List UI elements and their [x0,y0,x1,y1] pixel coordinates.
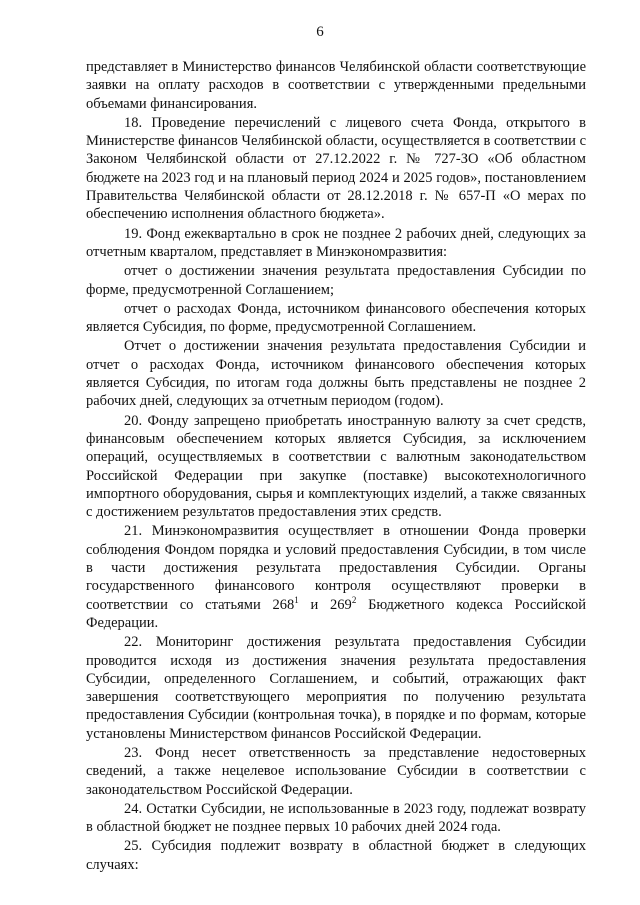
paragraph-19: 19. Фонд ежеквартально в срок не позднее 2 рабочих дней, следующих за отчетным кварталом, представляет в Минэкономразвития: [86,225,586,260]
paragraph-18: 18. Проведение перечислений с лицевого счета Фонда, открытого в Министерстве финансов Челябинской области, осуществляется в соответствии с Законом Челябинской области от 27.12.2022 г. № 727-ЗО «Об областном бюджете на 2023 год и на плановый период 2024 и 2025 годов», постановлением Правительства Челябинской области от 28.12.2018 г. № 657-П «О мерах по обеспечению исполнения областного бюджета». [86,114,586,223]
superscript-1: 1 [294,594,299,605]
page-number: 6 [316,24,324,40]
paragraph-20: 20. Фонду запрещено приобретать иностранную валюту за счет средств, финансовым обеспечением которых является Субсидия, за исключением операций, осуществляемых в соответствии с валютным законодательством Российской Федерации при закупке (поставке) высокотехнологичного импортного оборудования, сырья и комплектующих изделий, а также связанных с достижением результатов предоставления этих средств. [86,412,586,521]
paragraph-19-item-2: отчет о расходах Фонда, источником финансового обеспечения которых является Субсидия, по форме, предусмотренной Соглашением. [86,300,586,336]
paragraph-19-annual-reports: Отчет о достижении значения результата предоставления Субсидии и отчет о расходах Фонда, источником финансового обеспечения которых является Субсидия, по итогам года должны быть представлены не позднее 2 рабочих дней, следующих за отчетным периодом (годом). [86,338,586,410]
paragraph-21-text-a: 21. Минэкономразвития осуществляет в отношении Фонда проверки соблюдения Фондом порядка и условий предоставления Субсидии, в том числе в части достижения результата предоставления Субсидии. Органы государственного финансового контроля осуществляют проверки в соответствии со статьями 268 [86,523,586,613]
paragraph-21-text-b: и 269 [298,596,352,613]
paragraph-21-text-c: Бюджетного кодекса Российской Федерации. [86,596,587,631]
superscript-2: 2 [351,594,357,605]
document-body [86,58,586,875]
paragraph-21 [86,522,586,632]
paragraph-22: 22. Мониторинг достижения результата предоставления Субсидии проводится исходя из достижения значения результата предоставления Субсидии, определенного Соглашением, и событий, отражающих факт завершения соответствующего мероприятия по получению результата предоставления Субсидии (контрольная точка), в порядке и по формам, которые установлены Министерством финансов Российской Федерации. [86,634,586,742]
paragraph-23: 23. Фонд несет ответственность за представление недостоверных сведений, а также нецелевое использование Субсидии в соответствии с законодательством Российской Федерации. [86,744,586,798]
paragraph-25: 25. Субсидия подлежит возврату в областной бюджет в следующих случаях: [86,838,586,873]
paragraph-24: 24. Остатки Субсидии, не использованные в 2023 году, подлежат возврату в областной бюджет не позднее первых 10 рабочих дней 2024 года. [86,800,586,836]
paragraph-continuation: представляет в Министерство финансов Челябинской области соответствующие заявки на оплату расходов в соответствии с утвержденными предельными объемами финансирования. [86,59,586,112]
paragraph-19-item-1: отчет о достижении значения результата предоставления Субсидии по форме, предусмотренной Соглашением; [86,263,586,298]
